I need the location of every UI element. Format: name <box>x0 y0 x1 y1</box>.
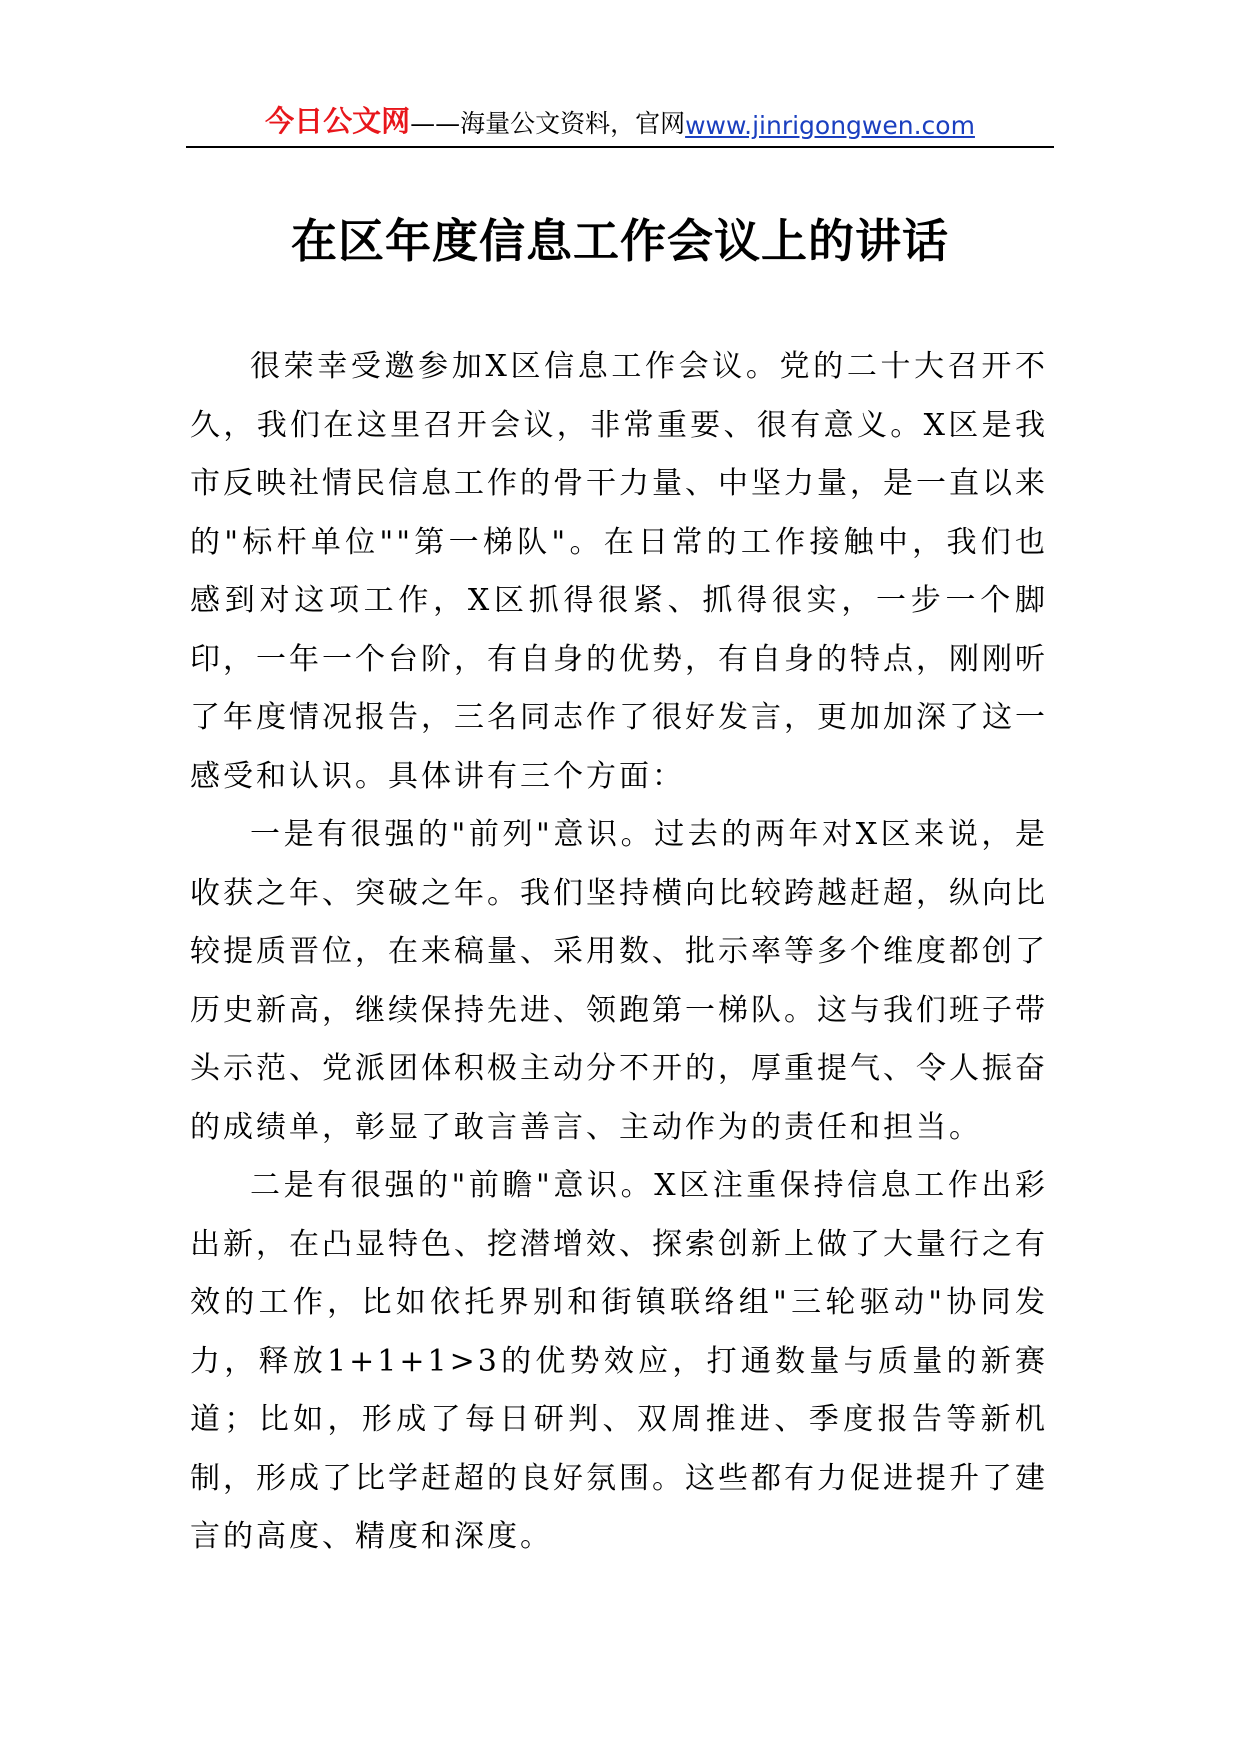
document-body <box>190 338 1048 1567</box>
document-title: 在区年度信息工作会议上的讲话 <box>291 214 949 268</box>
website-link[interactable]: www.jinrigongwen.com <box>685 111 975 140</box>
brand-name: 今日公文网 <box>265 104 411 138</box>
header-tagline: ——海量公文资料，官网 <box>410 109 686 138</box>
paragraph-intro: 很荣幸受邀参加X区信息工作会议。党的二十大召开不久，我们在这里召开会议，非常重要、很有意义。X区是我市反映社情民信息工作的骨干力量、中坚力量，是一直以来的"标杆单位""第一梯队"。在日常的工作接触中，我们也感到对这项工作，X区抓得很紧、抓得很实，一步一个脚印，一年一个台阶，有自身的优势，有自身的特点，刚刚听了年度情况报告，三名同志作了很好发言，更加加深了这一感受和认识。具体讲有三个方面： <box>190 349 1048 794</box>
page-header <box>186 100 1054 148</box>
paragraph-point-one: 一是有很强的"前列"意识。过去的两年对X区来说，是收获之年、突破之年。我们坚持横向比较跨越赶超，纵向比较提质晋位，在来稿量、采用数、批示率等多个维度都创了历史新高，继续保持先进、领跑第一梯队。这与我们班子带头示范、党派团体积极主动分不开的，厚重提气、令人振奋的成绩单，彰显了敢言善言、主动作为的责任和担当。 <box>190 817 1048 1145</box>
paragraph-point-two: 二是有很强的"前瞻"意识。X区注重保持信息工作出彩出新，在凸显特色、挖潜增效、探索创新上做了大量行之有效的工作，比如依托界别和街镇联络组"三轮驱动"协同发力，释放1+1+1>3的优势效应，打通数量与质量的新赛道；比如，形成了每日研判、双周推进、季度报告等新机制，形成了比学赶超的良好氛围。这些都有力促进提升了建言的高度、精度和深度。 <box>190 1168 1048 1554</box>
